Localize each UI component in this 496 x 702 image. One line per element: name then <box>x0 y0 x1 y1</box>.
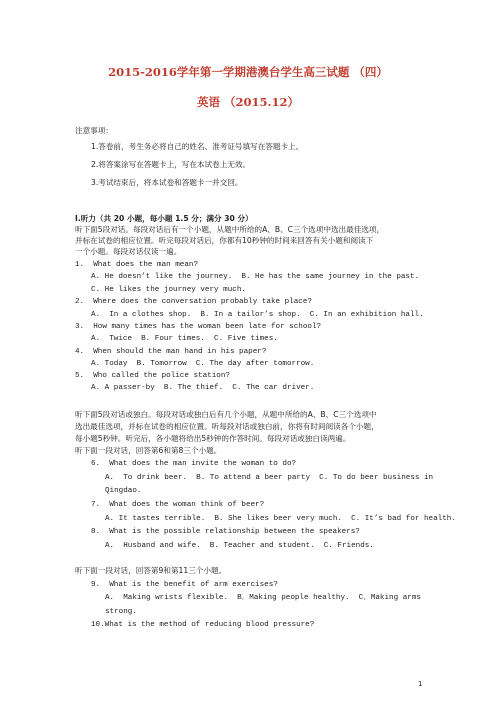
question: 4. When should the man hand in his paper? <box>75 348 267 356</box>
question: 5. Who called the police station? <box>75 372 230 380</box>
answer-options: A. In a clothes shop. B. In a tailor’s shop. C. In an exhibition hall. <box>91 311 424 319</box>
question: 3. How many times has the woman been late for school? <box>75 323 322 331</box>
instruction-line: 每小题5秒钟。听完后，各小题将给出5秒钟的作答时间。每段对话或独白读两遍。 <box>75 434 351 443</box>
instruction-line: 一个小题。每段对话仅读一遍。 <box>75 247 182 256</box>
question: 8. What is the possible relationship between the speakers? <box>91 528 360 536</box>
answer-options: C. He likes the journey very much. <box>91 286 246 294</box>
answer-options: A. To drink beer. B. To attend a beer party C. To do beer business in <box>105 474 434 482</box>
notice-item: 3.考试结束后，将本试卷和答题卡一并交回。 <box>91 178 243 187</box>
page-number: 1 <box>418 680 423 688</box>
question: 7. What does the woman think of beer? <box>91 501 265 509</box>
answer-options: A. Husband and wife. B. Teacher and student. C. Friends. <box>105 542 374 550</box>
answer-options: Qingdao. <box>105 487 142 495</box>
answer-options: A. Today B. Tomorrow C. The day after tomorrow. <box>91 360 315 368</box>
answer-options: A. He doesn’t like the journey. B. He has the same journey in the past. <box>91 273 420 281</box>
document-subtitle: 英语 （2015.12） <box>196 95 300 109</box>
group-intro: 听下面一段对话，回答第6和第8三个小题。 <box>75 446 222 455</box>
group-intro: 听下面一段对话，回答第9和第11三个小题。 <box>75 566 227 575</box>
notice-item: 1.答卷前，考生务必将自己的姓名、准考证号填写在答题卡上。 <box>91 142 304 151</box>
question: 10.What is the method of reducing blood pressure? <box>91 621 315 629</box>
notice-item: 2.将答案涂写在答题卡上，写在本试卷上无效。 <box>91 160 251 169</box>
question: 6. What does the man invite the woman to do? <box>91 460 297 468</box>
instruction-line: 听下面5段对话。每段对话后有一个小题，从题中所给的A、B、C三个选项中选出最佳选项， <box>75 225 385 234</box>
notice-heading: 注意事项： <box>75 126 113 135</box>
instruction-line: 选出最佳选项，并标在试卷的相应位置。听每段对话或独白前，你将有时间阅读各个小题， <box>75 422 379 431</box>
answer-options: A. It tastes terrible. B. She likes beer very much. C. It’s bad for health. <box>105 515 456 523</box>
question: 1. What does the man mean? <box>75 261 199 269</box>
document-title: 2015-2016学年第一学期港澳台学生高三试题 （四） <box>108 65 388 79</box>
question: 9. What is the benefit of arm exercises? <box>91 581 278 589</box>
instruction-line: 并标在试卷的相应位置。听完每段对话后，你都有10秒钟的时间来回答有关小题和阅读下 <box>75 236 374 245</box>
instruction-line: 听下面5段对话或独白。每段对话或独白后有几个小题，从题中所给的A、B、C三个选项中 <box>75 410 377 419</box>
section-heading: I.听力（共 20 小题，每小题 1.5 分；满分 30 分） <box>75 214 253 223</box>
answer-options: A. Twice B. Four times. C. Five times. <box>91 335 278 343</box>
answer-options: strong. <box>105 608 137 616</box>
answer-options: A. A passer-by B. The thief. C. The car driver. <box>91 384 315 392</box>
question: 2. Where does the conversation probably take place? <box>75 298 312 306</box>
answer-options: A. Making wrists flexible. B．Making people healthy. C．Making arms <box>105 594 421 602</box>
